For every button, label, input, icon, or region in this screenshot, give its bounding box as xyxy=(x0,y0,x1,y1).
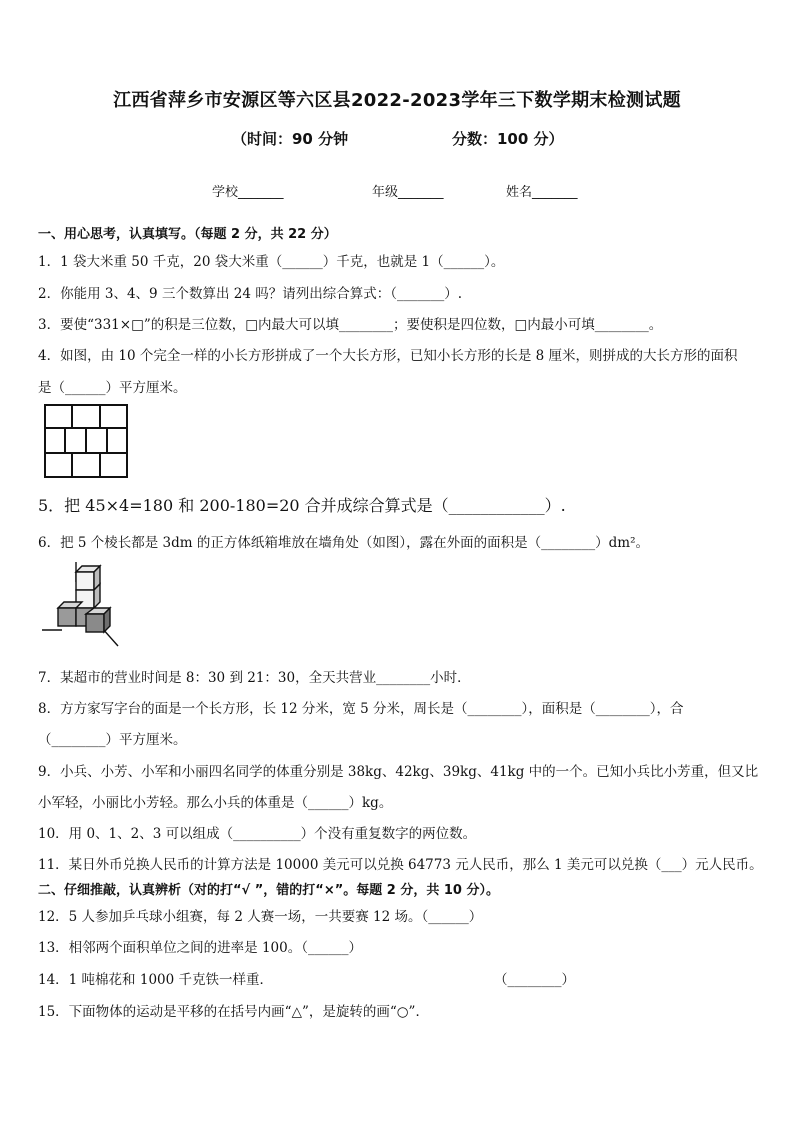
question-14: 14．1 吨棉花和 1000 千克铁一样重． xyxy=(38,972,273,988)
question-1: 1．1 袋大米重 50 千克，20 袋大米重（______）千克，也就是 1（______）。 xyxy=(38,254,505,270)
question-3: 3．要使“331×□”的积是三位数，□内最大可以填________；要使积是四位数，□内最小可填________。 xyxy=(38,317,663,333)
question-11: 11．某日外币兑换人民币的计算方法是 10000 美元可以兑换 64773 元人民币，那么 1 美元可以兑换（___）元人民币。 xyxy=(38,857,763,873)
exam-score: 分数：100 分） xyxy=(452,130,564,148)
name-field[interactable]: 姓名_______ xyxy=(506,185,578,200)
page-title: 江西省萍乡市安源区等六区县2022-2023学年三下数学期末检测试题 xyxy=(113,90,681,111)
question-7: 7．某超市的营业时间是 8：30 到 21：30，全天共营业________小时． xyxy=(38,670,471,686)
question-4-line-1: 4．如图，由 10 个完全一样的小长方形拼成了一个大长方形，已知小长方形的长是 8 厘米，则拼成的大长方形的面积 xyxy=(38,348,738,364)
exam-time: （时间：90 分钟 xyxy=(232,130,349,148)
question-6: 6．把 5 个棱长都是 3dm 的正方体纸箱堆放在墙角处（如图），露在外面的面积是（________）dm²。 xyxy=(38,535,649,551)
grade-field[interactable]: 年级_______ xyxy=(372,185,444,200)
question-14-answer-blank[interactable]: （________） xyxy=(494,972,575,988)
section-2-heading: 二、仔细推敲，认真辨析（对的打“√ ”，错的打“×”。每题 2 分，共 10 分）。 xyxy=(38,883,500,898)
question-9-line-1: 9．小兵、小芳、小军和小丽四名同学的体重分别是 38kg、42kg、39kg、41kg 中的一个。已知小兵比小芳重，但又比 xyxy=(38,764,759,780)
question-5: 5．把 45×4=180 和 200-180=20 合并成综合算式是（____________）. xyxy=(38,496,566,515)
question-8-line-1: 8．方方家写字台的面是一个长方形，长 12 分米，宽 5 分米，周长是（________），面积是（________），合 xyxy=(38,701,684,717)
section-1-heading: 一、用心思考，认真填写。（每题 2 分，共 22 分） xyxy=(38,227,337,242)
question-8-line-2: （________）平方厘米。 xyxy=(38,732,187,748)
school-field[interactable]: 学校_______ xyxy=(212,185,284,200)
stacked-cubes-figure xyxy=(40,560,130,650)
question-12: 12．5 人参加乒乓球小组赛，每 2 人赛一场，一共要赛 12 场。（______） xyxy=(38,909,483,925)
question-10: 10．用 0、1、2、3 可以组成（__________）个没有重复数字的两位数。 xyxy=(38,826,477,842)
question-4-line-2: 是（______）平方厘米。 xyxy=(38,380,187,396)
question-9-line-2: 小军轻，小丽比小芳轻。那么小兵的体重是（______）kg。 xyxy=(38,795,393,811)
question-2: 2．你能用 3、4、9 三个数算出 24 吗？请列出综合算式：（_______）. xyxy=(38,286,462,302)
question-13: 13．相邻两个面积单位之间的进率是 100。（______） xyxy=(38,940,362,956)
question-15: 15．下面物体的运动是平移的在括号内画“△”，是旋转的画“○”． xyxy=(38,1004,429,1020)
rectangle-grid-figure xyxy=(44,404,128,478)
